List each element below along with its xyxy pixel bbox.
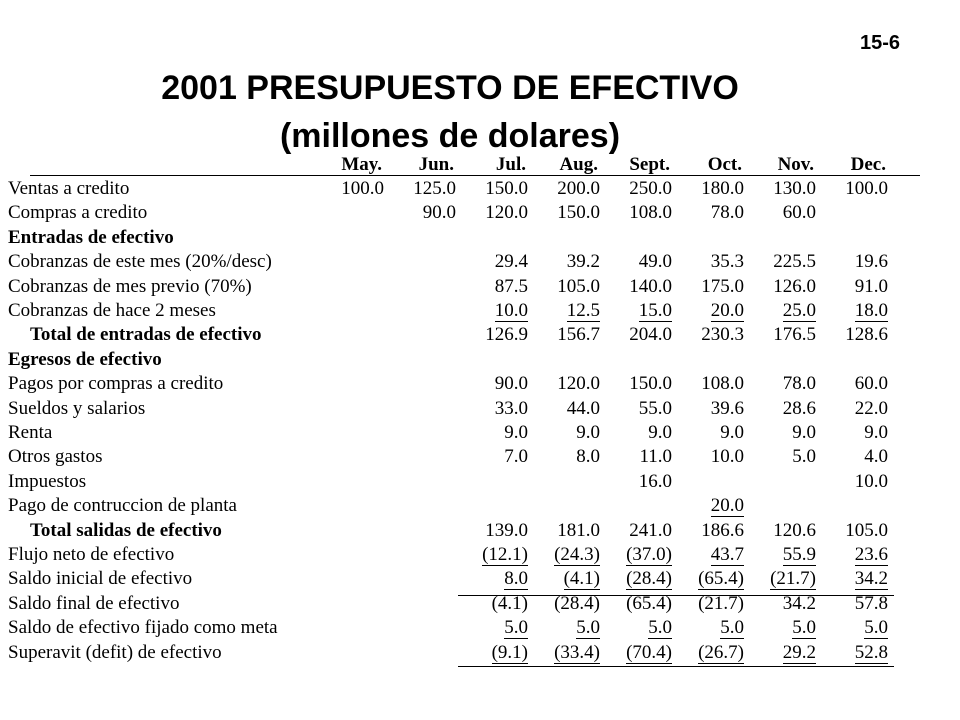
cell-value	[626, 568, 672, 590]
cell-value	[557, 520, 600, 542]
cell-value	[495, 251, 528, 273]
cell-text: 125.0	[413, 178, 456, 199]
cell-value	[567, 398, 600, 420]
row-label: Entradas de efectivo	[8, 226, 174, 248]
cell-value	[783, 642, 816, 664]
cell-text: 9.0	[792, 422, 816, 443]
cell-text: 8.0	[576, 446, 600, 468]
cell-text: 87.5	[494, 275, 528, 297]
cell-text: 225.5	[773, 251, 816, 273]
table-row	[0, 520, 960, 544]
cell-text: 150.0	[485, 178, 528, 199]
cell-value	[626, 642, 672, 664]
cell-value	[639, 251, 672, 273]
cell-value	[792, 422, 816, 444]
cell-text: 29.4	[494, 251, 528, 273]
cell-text: 250.0	[629, 178, 672, 199]
cell-text: 5.0	[648, 617, 672, 639]
cell-text: 5.0	[720, 617, 744, 639]
title-line-1: 2001 PRESUPUESTO DE EFECTIVO	[161, 69, 739, 107]
cell-value	[701, 178, 744, 200]
cell-text: 44.0	[566, 397, 600, 419]
cell-value	[629, 373, 672, 395]
row-label: Impuestos	[8, 470, 87, 492]
slide-number: 15-6	[859, 32, 900, 54]
cell-value	[557, 276, 600, 298]
cell-text: 5.0	[504, 617, 528, 639]
cell-text: 78.0	[710, 202, 744, 224]
cell-text: (37.0)	[626, 544, 672, 565]
cell-text: 33.0	[494, 397, 528, 419]
cell-value	[711, 398, 744, 420]
column-header-may: May.	[341, 154, 382, 175]
cell-text: 126.0	[773, 275, 816, 297]
cell-text: 12.5	[566, 300, 600, 321]
cell-text: 105.0	[557, 275, 600, 297]
cell-text: 11.0	[639, 446, 672, 468]
cell-value	[855, 251, 888, 273]
cell-value	[576, 446, 600, 468]
cell-value	[845, 324, 888, 346]
cell-text: 16.0	[638, 470, 672, 492]
row-label: Ventas a credito	[8, 178, 130, 199]
cell-value	[504, 422, 528, 444]
row-label: Pago de contruccion de planta	[8, 495, 237, 517]
cell-text: (4.1)	[563, 568, 600, 590]
cell-text: (21.7)	[770, 568, 816, 590]
cell-text: 9.0	[576, 422, 600, 443]
row-label: Cobranzas de mes previo (70%)	[8, 275, 252, 297]
cell-value	[783, 373, 816, 395]
cell-text: 9.0	[504, 422, 528, 443]
cell-text: 200.0	[557, 178, 600, 199]
cell-text: 39.6	[710, 397, 744, 419]
cell-text: 126.9	[485, 324, 528, 346]
cell-value	[711, 446, 744, 468]
cell-value	[720, 617, 744, 639]
cell-value	[770, 568, 816, 590]
cell-text: 230.3	[701, 324, 744, 346]
cell-text: (28.4)	[554, 592, 600, 614]
cell-value	[792, 617, 816, 639]
cell-text: 128.6	[845, 324, 888, 346]
cell-text: 120.6	[773, 519, 816, 541]
column-header-dec: Dec.	[850, 154, 886, 175]
cell-value	[557, 178, 600, 200]
column-header-row	[0, 154, 960, 176]
cell-text: 55.0	[638, 397, 672, 419]
cell-value	[495, 300, 528, 322]
cell-text: 10.0	[494, 300, 528, 321]
cell-value	[711, 251, 744, 273]
cell-text: 25.0	[782, 300, 816, 321]
cell-text: 204.0	[629, 324, 672, 346]
cell-text: (65.4)	[626, 592, 672, 614]
cell-text: 5.0	[792, 446, 816, 468]
table-row	[0, 324, 960, 348]
cell-value	[564, 568, 600, 590]
cell-text: 10.0	[710, 446, 744, 468]
cell-value	[492, 642, 528, 664]
cell-value	[773, 251, 816, 273]
cell-text: 241.0	[629, 519, 672, 541]
cell-value	[576, 422, 600, 444]
row-label: Flujo neto de efectivo	[8, 544, 175, 565]
cell-value	[701, 520, 744, 542]
cell-text: 100.0	[845, 178, 888, 199]
cell-text: (65.4)	[698, 568, 744, 590]
cell-value	[557, 373, 600, 395]
cell-value	[639, 300, 672, 322]
cell-value	[783, 593, 816, 615]
column-header-jun: Jun.	[418, 154, 454, 175]
cell-value	[576, 617, 600, 639]
cell-text: 140.0	[629, 275, 672, 297]
cell-value	[413, 178, 456, 200]
cell-text: 9.0	[864, 422, 888, 443]
table-row	[0, 642, 960, 666]
cell-text: (12.1)	[482, 544, 528, 565]
table-row	[0, 568, 960, 592]
row-label: Saldo inicial de efectivo	[8, 568, 193, 590]
cell-value	[482, 544, 528, 566]
cell-text: 55.9	[782, 544, 816, 565]
row-label: Otros gastos	[8, 446, 103, 468]
cell-value	[855, 373, 888, 395]
cell-text: 150.0	[629, 373, 672, 395]
cell-text: 19.6	[854, 251, 888, 273]
cell-value	[629, 202, 672, 224]
cell-value	[845, 178, 888, 200]
cell-text: (21.7)	[698, 592, 744, 614]
cell-value	[773, 276, 816, 298]
cell-text: 108.0	[701, 373, 744, 395]
cell-value	[557, 202, 600, 224]
table-row	[0, 178, 960, 202]
cell-text: 23.6	[854, 544, 888, 565]
cell-text: 49.0	[638, 251, 672, 273]
cell-value	[626, 544, 672, 566]
cell-text: 5.0	[576, 617, 600, 639]
cell-value	[639, 446, 672, 468]
row-label: Renta	[8, 422, 53, 443]
cell-text: 100.0	[341, 178, 384, 199]
table-row	[0, 495, 960, 519]
cell-value	[720, 422, 744, 444]
cell-value	[855, 544, 888, 566]
cell-value	[783, 398, 816, 420]
cell-text: 5.0	[792, 617, 816, 639]
cell-text: 29.2	[782, 641, 816, 663]
cell-value	[711, 544, 744, 566]
cell-text: 9.0	[720, 422, 744, 443]
cell-value	[639, 398, 672, 420]
header-rule	[30, 175, 920, 176]
cell-value	[492, 593, 528, 615]
cell-text: 34.2	[854, 568, 888, 590]
cell-value	[792, 446, 816, 468]
table-row	[0, 422, 960, 446]
cell-value	[711, 300, 744, 322]
cell-value	[495, 398, 528, 420]
column-header-jul: Jul.	[495, 154, 526, 175]
cell-value	[485, 178, 528, 200]
cell-value	[629, 324, 672, 346]
cell-value	[698, 568, 744, 590]
row-label: Sueldos y salarios	[8, 397, 146, 419]
cell-value	[341, 178, 384, 200]
cell-text: (4.1)	[491, 592, 528, 614]
cell-value	[855, 642, 888, 664]
cell-text: 186.6	[701, 519, 744, 541]
cell-text: 139.0	[485, 519, 528, 541]
table-row	[0, 617, 960, 641]
cell-text: (33.4)	[554, 641, 600, 663]
cell-text: 39.2	[566, 251, 600, 273]
table-row	[0, 349, 960, 373]
cell-value	[773, 178, 816, 200]
cell-value	[773, 324, 816, 346]
cell-value	[783, 544, 816, 566]
table-row	[0, 202, 960, 226]
cell-value	[626, 593, 672, 615]
cell-value	[495, 276, 528, 298]
cell-value	[504, 446, 528, 468]
cell-value	[711, 202, 744, 224]
table-row	[0, 593, 960, 617]
table-row	[0, 300, 960, 324]
row-label: Cobranzas de hace 2 meses	[8, 300, 216, 321]
column-header-oct: Oct.	[707, 154, 742, 175]
cell-text: 105.0	[845, 519, 888, 541]
cell-text: 108.0	[629, 202, 672, 224]
cell-text: 176.5	[773, 324, 816, 346]
cell-value	[855, 593, 888, 615]
cell-text: (9.1)	[491, 641, 528, 663]
row-label: Superavit (defit) de efectivo	[8, 641, 222, 663]
cell-text: 22.0	[854, 397, 888, 419]
cell-text: 60.0	[782, 202, 816, 224]
cell-text: (28.4)	[626, 568, 672, 590]
cell-text: 130.0	[773, 178, 816, 199]
cell-value	[698, 593, 744, 615]
row-label: Saldo final de efectivo	[8, 592, 180, 614]
cell-value	[864, 422, 888, 444]
cell-text: 15.0	[638, 300, 672, 321]
row-label: Total de entradas de efectivo	[30, 324, 262, 346]
cell-text: (70.4)	[626, 641, 672, 663]
cell-text: 52.8	[854, 641, 888, 663]
cell-value	[485, 202, 528, 224]
cell-value	[864, 446, 888, 468]
cell-text: 35.3	[710, 251, 744, 273]
column-header-aug: Aug.	[559, 154, 598, 175]
rule-above-final-balance	[458, 595, 894, 596]
cell-text: (26.7)	[698, 641, 744, 663]
cell-value	[701, 324, 744, 346]
table-row	[0, 544, 960, 568]
cell-text: 28.6	[782, 397, 816, 419]
cell-text: 90.0	[422, 202, 456, 224]
cell-value	[629, 178, 672, 200]
cell-text: 156.7	[557, 324, 600, 346]
title-line-2: (millones de dolares)	[279, 117, 621, 155]
table-row	[0, 276, 960, 300]
cell-value	[554, 642, 600, 664]
cell-text: 175.0	[701, 275, 744, 297]
cell-text: 5.0	[864, 617, 888, 639]
cell-value	[504, 617, 528, 639]
cell-value	[783, 202, 816, 224]
column-header-nov: Nov.	[777, 154, 814, 175]
cell-value	[629, 520, 672, 542]
cell-text: 34.2	[782, 592, 816, 614]
cell-value	[485, 520, 528, 542]
cell-text: 91.0	[854, 275, 888, 297]
row-label: Compras a credito	[8, 202, 148, 224]
table-row	[0, 227, 960, 251]
cell-value	[855, 276, 888, 298]
cell-text: 120.0	[485, 202, 528, 224]
cell-value	[855, 568, 888, 590]
cell-value	[698, 642, 744, 664]
cell-value	[648, 617, 672, 639]
cell-text: 181.0	[557, 519, 600, 541]
cell-text: 150.0	[557, 202, 600, 224]
cell-text: 120.0	[557, 373, 600, 395]
cell-value	[423, 202, 456, 224]
cell-value	[855, 471, 888, 493]
cell-value	[629, 276, 672, 298]
cell-value	[855, 300, 888, 322]
cell-value	[701, 373, 744, 395]
row-label: Cobranzas de este mes (20%/desc)	[8, 251, 272, 273]
cell-value	[495, 373, 528, 395]
cell-value	[773, 520, 816, 542]
cell-value	[648, 422, 672, 444]
cell-text: 180.0	[701, 178, 744, 199]
cell-value	[783, 300, 816, 322]
table-row	[0, 373, 960, 397]
column-header-sept: Sept.	[629, 154, 670, 175]
row-label: Pagos por compras a credito	[8, 373, 224, 395]
cell-value	[567, 300, 600, 322]
cell-text: 20.0	[710, 300, 744, 321]
cell-text: 8.0	[504, 568, 528, 590]
cell-value	[855, 398, 888, 420]
cell-text: 90.0	[494, 373, 528, 395]
cell-value	[711, 495, 744, 517]
cell-value	[557, 324, 600, 346]
page-title	[0, 64, 900, 160]
cell-text: 9.0	[648, 422, 672, 443]
table-row	[0, 446, 960, 470]
rule-bottom	[458, 666, 894, 667]
cell-value	[504, 568, 528, 590]
cell-value	[567, 251, 600, 273]
cell-value	[554, 544, 600, 566]
cell-text: 10.0	[854, 470, 888, 492]
cell-text: 43.7	[710, 544, 744, 565]
table-row	[0, 471, 960, 495]
cell-text: 4.0	[864, 446, 888, 468]
row-label: Egresos de efectivo	[8, 348, 162, 370]
cell-value	[639, 471, 672, 493]
cell-value	[845, 520, 888, 542]
cell-text: 57.8	[854, 592, 888, 614]
cell-text: (24.3)	[554, 544, 600, 565]
cell-value	[701, 276, 744, 298]
row-label: Total salidas de efectivo	[30, 519, 222, 541]
cell-value	[485, 324, 528, 346]
cell-text: 18.0	[854, 300, 888, 321]
cell-text: 7.0	[504, 446, 528, 468]
cell-value	[554, 593, 600, 615]
cell-text: 78.0	[782, 373, 816, 395]
table-row	[0, 398, 960, 422]
row-label: Saldo de efectivo fijado como meta	[8, 617, 278, 639]
cell-text: 20.0	[710, 495, 744, 517]
cell-value	[864, 617, 888, 639]
table-row	[0, 251, 960, 275]
cell-text: 60.0	[854, 373, 888, 395]
